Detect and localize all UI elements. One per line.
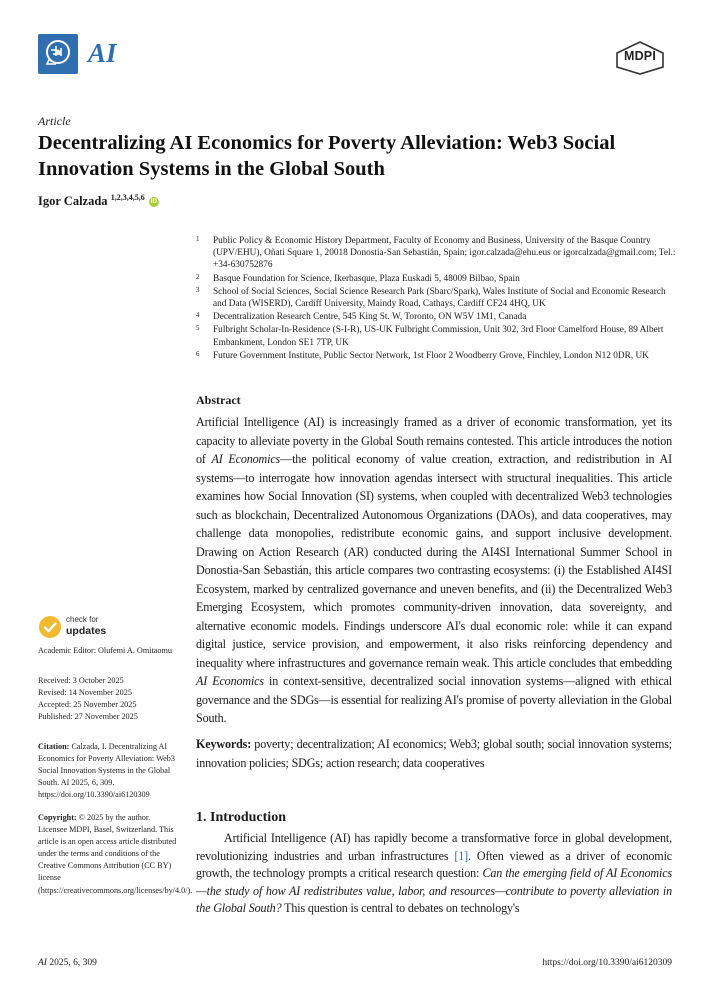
affiliation-item: 4 Decentralization Research Centre, 545 King St. W, Toronto, ON W5V 1M1, Canada [196,311,527,323]
published-date: Published: 27 November 2025 [38,712,138,722]
check-updates-icon [38,615,62,639]
article-type: Article [38,114,71,128]
copyright-block [38,812,193,897]
copyright-text: © 2025 by the author. Licensee MDPI, Basel, Switzerland. This article is an open access article distributed under the terms and conditions of the Creative Commons Attribution (CC BY) license (https://creativecommons.org/licenses/by/4.0/). [38,813,193,895]
section-heading-introduction: 1. Introduction [196,810,286,825]
footer-journal-info: AI 2025, 6, 309 [38,958,97,968]
author-line [38,193,159,209]
reference-link[interactable]: [1] [454,848,469,863]
affiliation-item: 5 Fulbright Scholar-In-Residence (S-I-R), US-UK Fulbright Commission, Unit 302, 3rd Floor Camelford House, 89 Albert Embankment, London SE1 7TP, UK [196,324,664,348]
footer-doi-link[interactable]: https://doi.org/10.3390/ai6120309 [542,958,672,968]
affiliation-item: 1 Public Policy & Economic History Department, Faculty of Economy and Business, University of the Basque Country (UPV/EHU), Oñati Square 1, 20018 Donostia-San Sebastián, Spain; igor.calzada@ehu.eus or igorcalzada@gmail.com; Tel.: +34-630752876 [196,235,676,271]
citation-text[interactable]: Calzada, I. Decentralizing AI Economics for Poverty Alleviation: Web3 Social Innovation Systems in the Global South. AI 2025, 6, 309. https://doi.org/10.3390/ai6120309 [38,742,175,800]
publisher-name: MDPI [623,49,657,63]
mdpi-logo [614,40,666,76]
abstract-text: Artificial Intelligence (AI) is increasingly framed as a driver of economic transformation, yet its capacity to alleviate poverty in the Global South remains contested. This article introduces the notion of AI Economics—the political economy of value creation, extraction, and redistribution in AI systems—to interrogate how innovation agendas intersect with structural inequalities. This article examines how Social Innovation (SI) systems, when coupled with decentralized Web3 technologies such as blockchain, Decentralized Autonomous Organizations (DAOs), and data cooperatives, may challenge data monopolies, redistribute economic gains, and support inclusive development. Drawing on Action Research (AR) conducted during the AI4SI International Summer School in Donostia-San Sebastián, this article compares two contrasting ecosystems: (i) the Established AI4SI Ecosystem, marked by centralized governance and uneven benefits, and (ii) the Decentralized Web3 Emerging Ecosystem, which promotes community-driven innovation, data sovereignty, and alternative economic models. Findings underscore AI's dual economic role: while it can expand digital justice, service provision, and empowerment, it also risks reinforcing dependency and inequality where infrastructures and governance remain weak. This article concludes that embedding AI Economics in context-sensitive, decentralized social innovation systems—aligned with ethical governance and the SDGs—is essential for realizing AI's promise of poverty alleviation in the Global South. [196,415,672,725]
article-title: Decentralizing AI Economics for Poverty Alleviation: Web3 Social Innovation Systems in the Global South [38,132,616,180]
orcid-icon[interactable]: iD [150,198,158,206]
keywords [196,735,672,772]
author-name[interactable]: Igor Calzada [38,194,108,209]
keywords-list: poverty; decentralization; AI economics; Web3; global south; social innovation systems; innovation policies; SDGs; action research; data cooperatives [196,737,672,770]
journal-name: AI [88,38,117,68]
check-for-updates-badge[interactable] [38,613,158,643]
keywords-label: Keywords: [196,737,252,751]
revised-date: Revised: 14 November 2025 [38,688,132,698]
received-date: Received: 3 October 2025 [38,676,124,685]
publication-dates [38,675,178,723]
academic-editor: Academic Editor: Olufemi A. Omitaomu [38,646,172,655]
journal-logo-icon [38,34,78,74]
copyright-label: Copyright: [38,813,77,822]
affiliation-item: 6 Future Government Institute, Public Sector Network, 1st Floor 2 Woodberry Grove, Finchley, London N12 0DR, UK [196,349,649,361]
affiliations-list [196,235,676,363]
abstract-heading: Abstract [196,393,241,407]
affiliation-item: 2 Basque Foundation for Science, Ikerbasque, Plaza Euskadi 5, 48009 Bilbao, Spain [196,272,520,284]
author-affiliation-numbers: 1,2,3,4,5,6 [110,193,145,202]
introduction-text: Artificial Intelligence (AI) has rapidly become a transformative force in global development, revolutionizing industries and urban infrastructures [1]. Often viewed as a driver of economic growth, the technology prompts a critical research question: Can the emerging field of AI Economics—the study of how AI redistributes value, labor, and resources—contribute to poverty alleviation in the Global South? This question is central to debates on technology's [196,831,672,915]
citation-label: Citation: [38,742,70,751]
affiliation-item: 3 School of Social Sciences, Social Science Research Park (Sbarc/Spark), Wales Institute of Social and Economic Research and Data (WISERD), Cardiff University, Maindy Road, Cathays, Cardiff CF24 4HQ, UK [196,285,666,310]
accepted-date: Accepted: 25 November 2025 [38,700,137,710]
check-updates-label: check for updates [66,615,107,637]
citation-block [38,741,178,801]
